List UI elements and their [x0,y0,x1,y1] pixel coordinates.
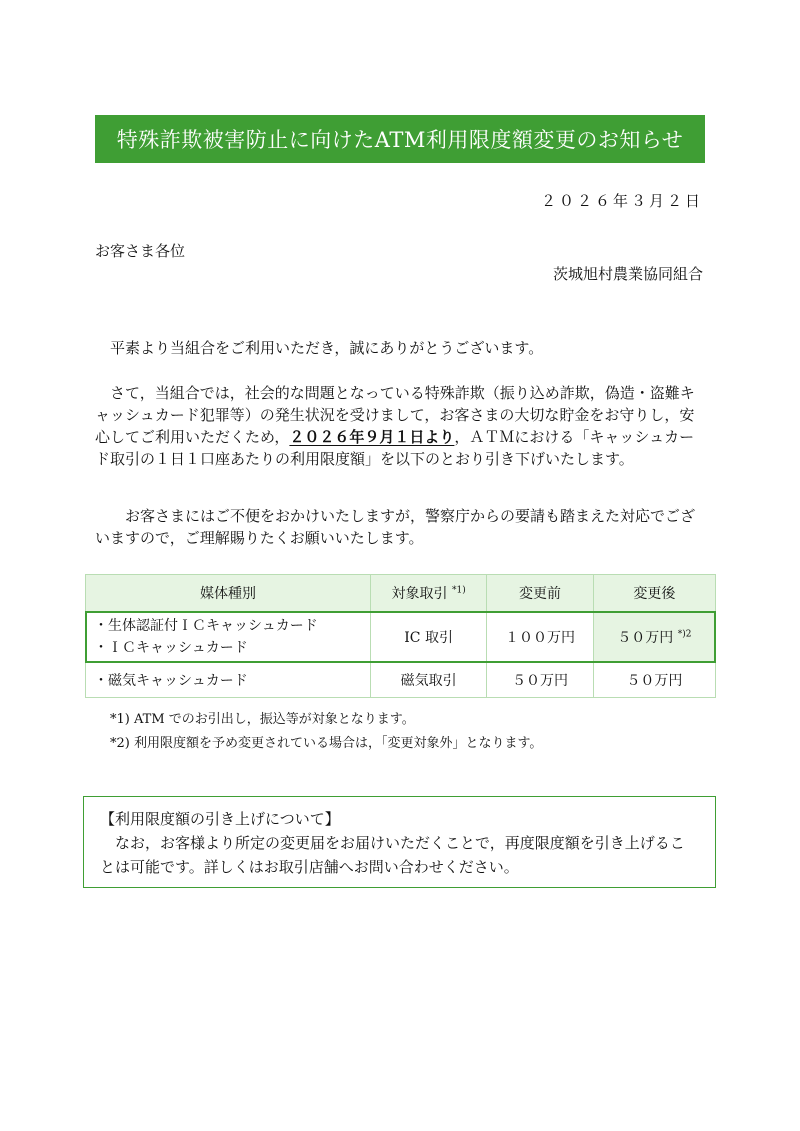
after-cell [593,612,715,662]
media-cell [86,612,371,662]
box-text: なお，お客様より所定の変更届をお届けいただくことで，再度限度額を引き上げることは可能です。詳しくはお取引店舗へお問い合わせください。 [100,834,685,876]
header-type [370,575,486,612]
box-heading: 【利用限度額の引き上げについて】 [100,810,340,828]
limit-raise-box [83,796,716,888]
header-after: 変更後 [593,575,715,612]
notice-date: ２０２６年３月２日 [540,192,703,210]
main-text-a: さて，当組合では，社会的な問題となっている特殊詐欺（振り込め詐欺，偽造・盗難キャッシュカード犯罪等）の発生状況を受けまして，お客さまの大切な貯金をお守りし，安心してご利用いただくため， [95,384,695,446]
apology-paragraph [95,505,707,549]
apology-text: お客さまにはご不便をおかけいたしますが，警察庁からの要請も踏まえた対応でございますので，ご理解賜りたくお願いいたします。 [95,507,696,547]
after-note: *)2 [677,628,692,639]
addressee: お客さま各位 [95,242,186,260]
main-text-b: ，ＡＴＭにおける「キャッシュカード取引の１日１口座あたりの利用限度額」を以下のとおり引き下げいたします。 [95,428,695,468]
type-cell: IC 取引 [370,612,486,662]
effective-date: ２０２６年９月１日より [289,428,455,446]
table-row [86,662,716,698]
table-header-row [86,575,716,612]
header-media: 媒体種別 [86,575,371,612]
greeting-paragraph [95,337,707,359]
after-value: ５０万円 [617,629,674,646]
sender: 茨城旭村農業協同組合 [552,265,703,283]
header-type-label: 対象取引 [391,586,448,602]
header-before: 変更前 [487,575,593,612]
header-type-note: *1) [451,585,466,596]
before-cell: １００万円 [487,612,593,662]
type-cell: 磁気取引 [370,662,486,698]
footnote-1: *1) ATM でのお引出し，振込等が対象となります。 [110,712,415,727]
greeting-text: 平素より当組合をご利用いただき，誠にありがとうございます。 [110,339,544,357]
table-row [86,612,716,662]
limits-table [85,574,716,698]
after-cell: ５０万円 [593,662,715,698]
page-title: 特殊詐欺被害防止に向けたATM利用限度額変更のお知らせ [95,115,705,163]
media-line: ・生体認証付ＩＣキャッシュカード [94,617,318,634]
footnote-2: *2) 利用限度額を予め変更されている場合は，「変更対象外」となります。 [110,736,543,751]
box-text-wrap [100,831,699,879]
media-line: ・ＩＣキャッシュカード [94,639,248,656]
media-cell: ・磁気キャッシュカード [86,662,371,698]
main-paragraph [95,382,707,470]
before-cell: ５０万円 [487,662,593,698]
